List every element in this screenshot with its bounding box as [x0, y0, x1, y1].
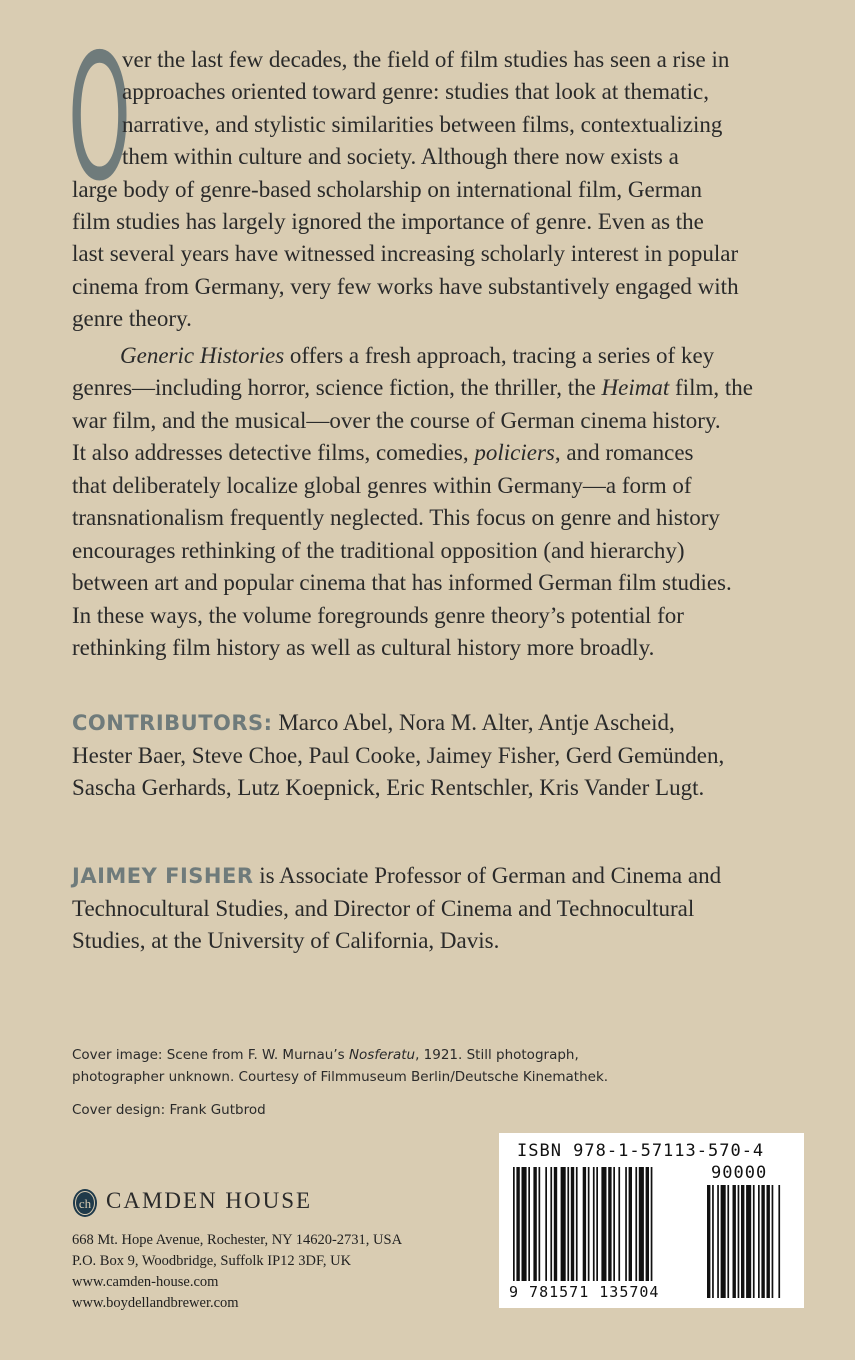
barcode-bar	[635, 1167, 637, 1281]
publisher-name: CAMDEN HOUSE	[106, 1188, 313, 1213]
barcode-bar	[601, 1167, 606, 1281]
text-line: encourages rethinking of the traditional opposition (and hierarchy)	[72, 538, 685, 563]
text-line: that deliberately localize global genres within Germany—a form of	[72, 473, 692, 498]
barcode-bar	[593, 1167, 595, 1281]
barcode-bar	[567, 1167, 569, 1281]
isbn-number: ISBN 978-1-57113-570-4	[517, 1141, 765, 1161]
text-line: war film, and the musical—over the course of German cinema history.	[72, 408, 721, 433]
barcode-bar	[528, 1167, 530, 1281]
isbn-barcode	[499, 1133, 804, 1308]
author-name: JAIMEY FISHER	[72, 864, 254, 888]
barcode-bar	[721, 1185, 726, 1298]
barcode-bar	[554, 1167, 557, 1281]
text-line: narrative, and stylistic similarities between films, contextualizing	[122, 112, 723, 137]
barcode-bar	[741, 1185, 744, 1298]
barcode-bar	[576, 1167, 578, 1281]
barcode-bar	[707, 1185, 710, 1298]
barcode-bar	[639, 1167, 644, 1281]
author-bio-line: Studies, at the University of California, Davis.	[72, 928, 500, 953]
text-line: It also addresses detective films, comedies, policiers, and romances	[72, 440, 694, 465]
svg-text:ch: ch	[78, 1196, 92, 1211]
barcode-bar	[608, 1167, 611, 1281]
barcode-bar	[522, 1167, 527, 1281]
barcode-bar	[516, 1167, 519, 1281]
text-line: rethinking film history as well as cultural history more broadly.	[72, 635, 655, 660]
text-line: In these ways, the volume foregrounds genre theory’s potential for	[72, 603, 684, 628]
barcode-bar	[561, 1167, 566, 1281]
drop-cap-letter: O	[68, 17, 132, 220]
contributors-line: Sascha Gerhards, Lutz Koepnick, Eric Rentschler, Kris Vander Lugt.	[72, 775, 705, 800]
barcode-bar	[618, 1167, 620, 1281]
website-link[interactable]: www.camden-house.com	[72, 1274, 219, 1290]
text-line: cinema from Germany, very few works have substantively engaged with	[72, 274, 739, 299]
text-line: large body of genre-based scholarship on international film, German	[72, 177, 702, 202]
barcode-bar	[533, 1167, 536, 1281]
barcode-digits: 9 781571 135704	[509, 1283, 660, 1301]
barcode-bar	[738, 1185, 740, 1298]
barcode-bar	[571, 1167, 574, 1281]
barcode-bar	[613, 1167, 615, 1281]
text-line: genres—including horror, science fiction, the thriller, the Heimat film, the	[72, 375, 753, 400]
barcode-bars	[499, 1133, 804, 1308]
barcode-bar	[712, 1185, 714, 1298]
barcode-bar	[717, 1185, 719, 1298]
barcode-bar	[761, 1185, 764, 1298]
barcode-bar	[733, 1185, 736, 1298]
text-line: between art and popular cinema that has informed German film studies.	[72, 570, 732, 595]
barcode-bar	[513, 1167, 515, 1281]
barcode-bar	[539, 1167, 541, 1281]
barcode-bar	[753, 1185, 755, 1298]
cover-image-credit: Cover image: Scene from F. W. Murnau’s Nosferatu, 1921. Still photograph,	[72, 1047, 579, 1063]
barcode-bar	[550, 1167, 552, 1281]
text-line: transnationalism frequently neglected. This focus on genre and history	[72, 505, 720, 530]
text-line: them within culture and society. Although there now exists a	[122, 144, 679, 169]
text-line: ver the last few decades, the field of film studies has seen a rise in	[122, 47, 730, 72]
cover-design-credit: Cover design: Frank Gutbrod	[72, 1102, 266, 1118]
address-line: P.O. Box 9, Woodbridge, Suffolk IP12 3DF, UK	[72, 1253, 352, 1269]
barcode-bar	[778, 1185, 780, 1298]
text-line: approaches oriented toward genre: studies that look at thematic,	[122, 79, 709, 104]
barcode-bar	[727, 1185, 729, 1298]
contributors-label: CONTRIBUTORS:	[72, 711, 273, 735]
text-line: last several years have witnessed increasing scholarly interest in popular	[72, 241, 739, 266]
barcode-bar	[545, 1167, 547, 1281]
author-bio-line: JAIMEY FISHER is Associate Professor of German and Cinema and	[72, 863, 722, 888]
barcode-bar	[772, 1185, 774, 1298]
barcode-bar	[588, 1167, 590, 1281]
barcode-bar	[625, 1167, 627, 1281]
contributors-line: CONTRIBUTORS: Marco Abel, Nora M. Alter, Antje Ascheid,	[72, 710, 675, 735]
price-supplement: 90000	[711, 1163, 768, 1183]
barcode-bar	[646, 1167, 649, 1281]
website-link[interactable]: www.boydellandbrewer.com	[72, 1295, 239, 1311]
barcode-bar	[651, 1167, 653, 1281]
text-line: Generic Histories offers a fresh approach, tracing a series of key	[120, 343, 715, 368]
barcode-bar	[583, 1167, 586, 1281]
author-bio-line: Technocultural Studies, and Director of Cinema and Technocultural	[72, 896, 695, 921]
address-line: 668 Mt. Hope Avenue, Rochester, NY 14620-2731, USA	[72, 1232, 403, 1248]
barcode-bar	[758, 1185, 760, 1298]
barcode-bar	[629, 1167, 632, 1281]
barcode-bar	[767, 1185, 770, 1298]
barcode-bar	[746, 1185, 751, 1298]
contributors-line: Hester Baer, Steve Choe, Paul Cooke, Jaimey Fisher, Gerd Gemünden,	[72, 743, 725, 768]
cover-image-credit: photographer unknown. Courtesy of Filmmuseum Berlin/Deutsche Kinemathek.	[72, 1069, 609, 1085]
text-line: film studies has largely ignored the importance of genre. Even as the	[72, 209, 704, 234]
camden-house-logo-icon	[72, 1188, 98, 1223]
barcode-bar	[596, 1167, 598, 1281]
text-line: genre theory.	[72, 306, 192, 331]
book-title: Generic Histories	[120, 343, 285, 368]
